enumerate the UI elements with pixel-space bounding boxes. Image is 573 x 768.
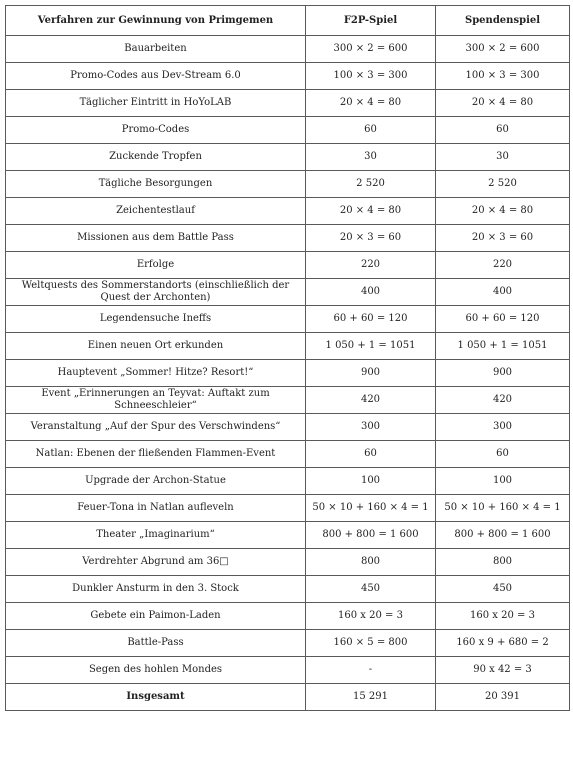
table-row xyxy=(6,522,570,549)
f2p-value-cell: 1 050 + 1 = 1051 xyxy=(306,333,436,360)
f2p-value-cell: 400 xyxy=(306,279,436,306)
table-row xyxy=(6,279,570,306)
f2p-value-cell: 160 × 5 = 800 xyxy=(306,630,436,657)
method-cell: Upgrade der Archon-Statue xyxy=(6,468,306,495)
method-cell: Event „Erinnerungen an Teyvat: Auftakt zum Schneeschleier“ xyxy=(6,387,306,414)
f2p-value-cell: 220 xyxy=(306,252,436,279)
method-cell: Feuer-Tona in Natlan aufleveln xyxy=(6,495,306,522)
donation-value-cell: 60 + 60 = 120 xyxy=(436,306,570,333)
donation-value-cell: 2 520 xyxy=(436,171,570,198)
f2p-value-cell: 300 × 2 = 600 xyxy=(306,36,436,63)
f2p-value-cell: 60 xyxy=(306,117,436,144)
f2p-value-cell: 300 xyxy=(306,414,436,441)
donation-value-cell: 160 x 9 + 680 = 2 xyxy=(436,630,570,657)
primogem-sources-table xyxy=(5,5,570,711)
table-row xyxy=(6,90,570,117)
method-cell: Missionen aus dem Battle Pass xyxy=(6,225,306,252)
method-cell: Einen neuen Ort erkunden xyxy=(6,333,306,360)
table-row xyxy=(6,171,570,198)
table-row xyxy=(6,306,570,333)
f2p-value-cell: 2 520 xyxy=(306,171,436,198)
donation-value-cell: 30 xyxy=(436,144,570,171)
table-row xyxy=(6,63,570,90)
total-row xyxy=(6,684,570,711)
table-row xyxy=(6,441,570,468)
f2p-value-cell: 20 × 4 = 80 xyxy=(306,198,436,225)
method-cell: Erfolge xyxy=(6,252,306,279)
method-cell: Zuckende Tropfen xyxy=(6,144,306,171)
donation-value-cell: 420 xyxy=(436,387,570,414)
f2p-value-cell: 420 xyxy=(306,387,436,414)
table-row xyxy=(6,495,570,522)
method-cell: Weltquests des Sommerstandorts (einschließlich der Quest der Archonten) xyxy=(6,279,306,306)
method-cell: Tägliche Besorgungen xyxy=(6,171,306,198)
f2p-value-cell: 800 xyxy=(306,549,436,576)
f2p-value-cell: 160 x 20 = 3 xyxy=(306,603,436,630)
table-row xyxy=(6,252,570,279)
donation-value-cell: 100 xyxy=(436,468,570,495)
donation-value-cell: 60 xyxy=(436,117,570,144)
table-row xyxy=(6,36,570,63)
donation-value-cell: 1 050 + 1 = 1051 xyxy=(436,333,570,360)
method-cell: Verdrehter Abgrund am 36□ xyxy=(6,549,306,576)
table-row xyxy=(6,603,570,630)
method-cell: Battle-Pass xyxy=(6,630,306,657)
f2p-value-cell: 800 + 800 = 1 600 xyxy=(306,522,436,549)
method-cell: Theater „Imaginarium“ xyxy=(6,522,306,549)
donation-value-cell: 90 x 42 = 3 xyxy=(436,657,570,684)
table-header xyxy=(6,6,570,36)
table-body xyxy=(6,36,570,711)
donation-value-cell: 20 × 4 = 80 xyxy=(436,198,570,225)
method-cell: Natlan: Ebenen der fließenden Flammen-Event xyxy=(6,441,306,468)
donation-value-cell: 450 xyxy=(436,576,570,603)
f2p-value-cell: 20 × 4 = 80 xyxy=(306,90,436,117)
f2p-value-cell: 20 × 3 = 60 xyxy=(306,225,436,252)
donation-value-cell: 160 x 20 = 3 xyxy=(436,603,570,630)
table-row xyxy=(6,549,570,576)
f2p-value-cell: 100 xyxy=(306,468,436,495)
table-row xyxy=(6,198,570,225)
donation-value-cell: 50 × 10 + 160 × 4 = 1 xyxy=(436,495,570,522)
method-cell: Veranstaltung „Auf der Spur des Verschwindens“ xyxy=(6,414,306,441)
f2p-value-cell: 60 + 60 = 120 xyxy=(306,306,436,333)
header-row xyxy=(6,6,570,36)
table-row xyxy=(6,576,570,603)
method-cell: Promo-Codes xyxy=(6,117,306,144)
method-cell: Promo-Codes aus Dev-Stream 6.0 xyxy=(6,63,306,90)
method-cell: Bauarbeiten xyxy=(6,36,306,63)
header-method: Verfahren zur Gewinnung von Primgemen xyxy=(6,6,306,36)
table-row xyxy=(6,630,570,657)
f2p-value-cell: 100 × 3 = 300 xyxy=(306,63,436,90)
f2p-value-cell: 900 xyxy=(306,360,436,387)
donation-value-cell: 400 xyxy=(436,279,570,306)
table-row xyxy=(6,387,570,414)
method-cell: Gebete ein Paimon-Laden xyxy=(6,603,306,630)
f2p-value-cell: - xyxy=(306,657,436,684)
donation-value-cell: 800 xyxy=(436,549,570,576)
table-row xyxy=(6,360,570,387)
method-cell: Dunkler Ansturm in den 3. Stock xyxy=(6,576,306,603)
table-row xyxy=(6,468,570,495)
table-row xyxy=(6,657,570,684)
donation-value-cell: 100 × 3 = 300 xyxy=(436,63,570,90)
donation-value-cell: 300 xyxy=(436,414,570,441)
table-row xyxy=(6,225,570,252)
f2p-value-cell: 30 xyxy=(306,144,436,171)
f2p-value-cell: 50 × 10 + 160 × 4 = 1 xyxy=(306,495,436,522)
table-row xyxy=(6,333,570,360)
donation-value-cell: 20 × 4 = 80 xyxy=(436,90,570,117)
header-donation: Spendenspiel xyxy=(436,6,570,36)
table-row xyxy=(6,117,570,144)
method-cell: Zeichentestlauf xyxy=(6,198,306,225)
donation-value-cell: 300 × 2 = 600 xyxy=(436,36,570,63)
donation-value-cell: 900 xyxy=(436,360,570,387)
f2p-value-cell: 60 xyxy=(306,441,436,468)
donation-value-cell: 800 + 800 = 1 600 xyxy=(436,522,570,549)
f2p-value-cell: 450 xyxy=(306,576,436,603)
method-cell: Segen des hohlen Mondes xyxy=(6,657,306,684)
table-row xyxy=(6,144,570,171)
method-cell: Täglicher Eintritt in HoYoLAB xyxy=(6,90,306,117)
total-donation-cell: 20 391 xyxy=(436,684,570,711)
donation-value-cell: 220 xyxy=(436,252,570,279)
total-f2p-cell: 15 291 xyxy=(306,684,436,711)
table-row xyxy=(6,414,570,441)
total-label-cell: Insgesamt xyxy=(6,684,306,711)
method-cell: Hauptevent „Sommer! Hitze? Resort!“ xyxy=(6,360,306,387)
method-cell: Legendensuche Ineffs xyxy=(6,306,306,333)
donation-value-cell: 60 xyxy=(436,441,570,468)
header-f2p: F2P-Spiel xyxy=(306,6,436,36)
donation-value-cell: 20 × 3 = 60 xyxy=(436,225,570,252)
